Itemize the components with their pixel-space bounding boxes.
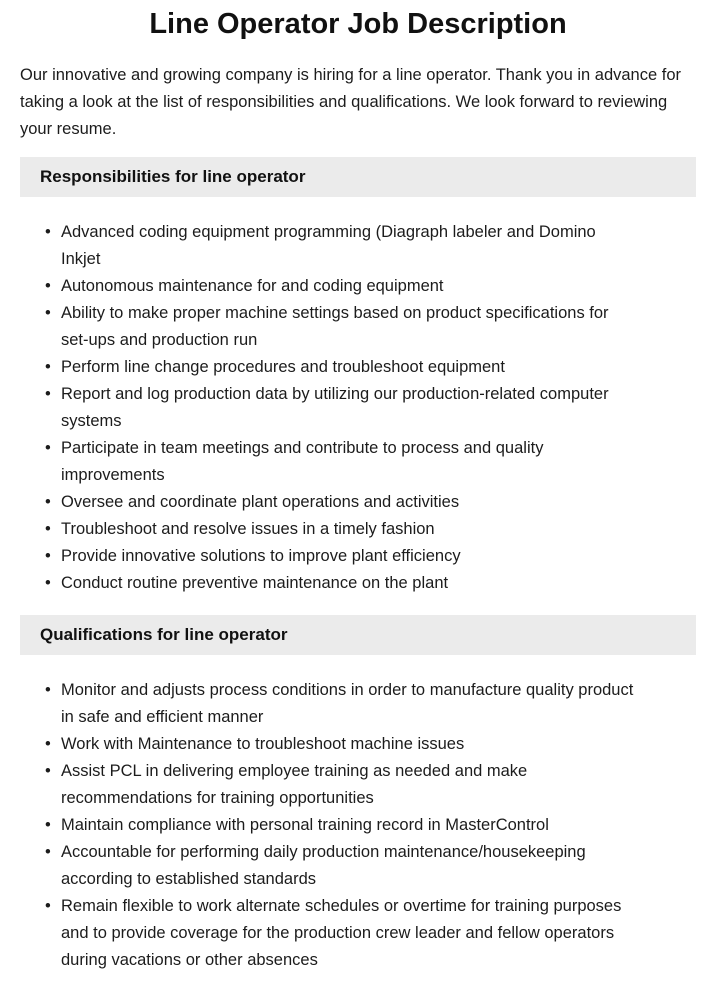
intro-paragraph: Our innovative and growing company is hiring for a line operator. Thank you in advance for taking a look at the list of responsibilities and qualifications. We look forward to reviewing your resume. — [20, 66, 681, 138]
list-item: • Remain flexible to work alternate schedules or overtime for training purposes and to provide coverage for the production crew leader and fellow operators during vacations or other absences — [61, 893, 634, 974]
section-heading-responsibilities: Responsibilities for line operator — [20, 157, 696, 197]
page-title: Line Operator Job Description — [149, 8, 567, 40]
list-item: • Perform line change procedures and troubleshoot equipment — [61, 354, 634, 381]
list-item: • Assist PCL in delivering employee training as needed and make recommendations for training opportunities — [61, 758, 634, 812]
job-section — [20, 157, 696, 597]
bullet-list — [20, 219, 696, 597]
list-item: • Participate in team meetings and contribute to process and quality improvements — [61, 435, 634, 489]
list-item: • Advanced coding equipment programming (Diagraph labeler and Domino Inkjet — [61, 219, 634, 273]
job-section — [20, 615, 696, 974]
list-item: • Conduct routine preventive maintenance on the plant — [61, 570, 634, 597]
list-item: • Maintain compliance with personal training record in MasterControl — [61, 812, 634, 839]
bullet-list — [20, 677, 696, 974]
list-item: • Ability to make proper machine settings based on product specifications for set-ups and production run — [61, 300, 634, 354]
sections-container — [20, 157, 696, 974]
list-item: • Autonomous maintenance for and coding equipment — [61, 273, 634, 300]
list-item: • Work with Maintenance to troubleshoot machine issues — [61, 731, 634, 758]
section-heading-qualifications: Qualifications for line operator — [20, 615, 696, 655]
list-item: • Report and log production data by utilizing our production-related computer systems — [61, 381, 634, 435]
list-item: • Accountable for performing daily production maintenance/housekeeping according to established standards — [61, 839, 634, 893]
list-item: • Oversee and coordinate plant operations and activities — [61, 489, 634, 516]
list-item: • Troubleshoot and resolve issues in a timely fashion — [61, 516, 634, 543]
list-item: • Provide innovative solutions to improve plant efficiency — [61, 543, 634, 570]
list-item: • Monitor and adjusts process conditions in order to manufacture quality product in safe and efficient manner — [61, 677, 634, 731]
